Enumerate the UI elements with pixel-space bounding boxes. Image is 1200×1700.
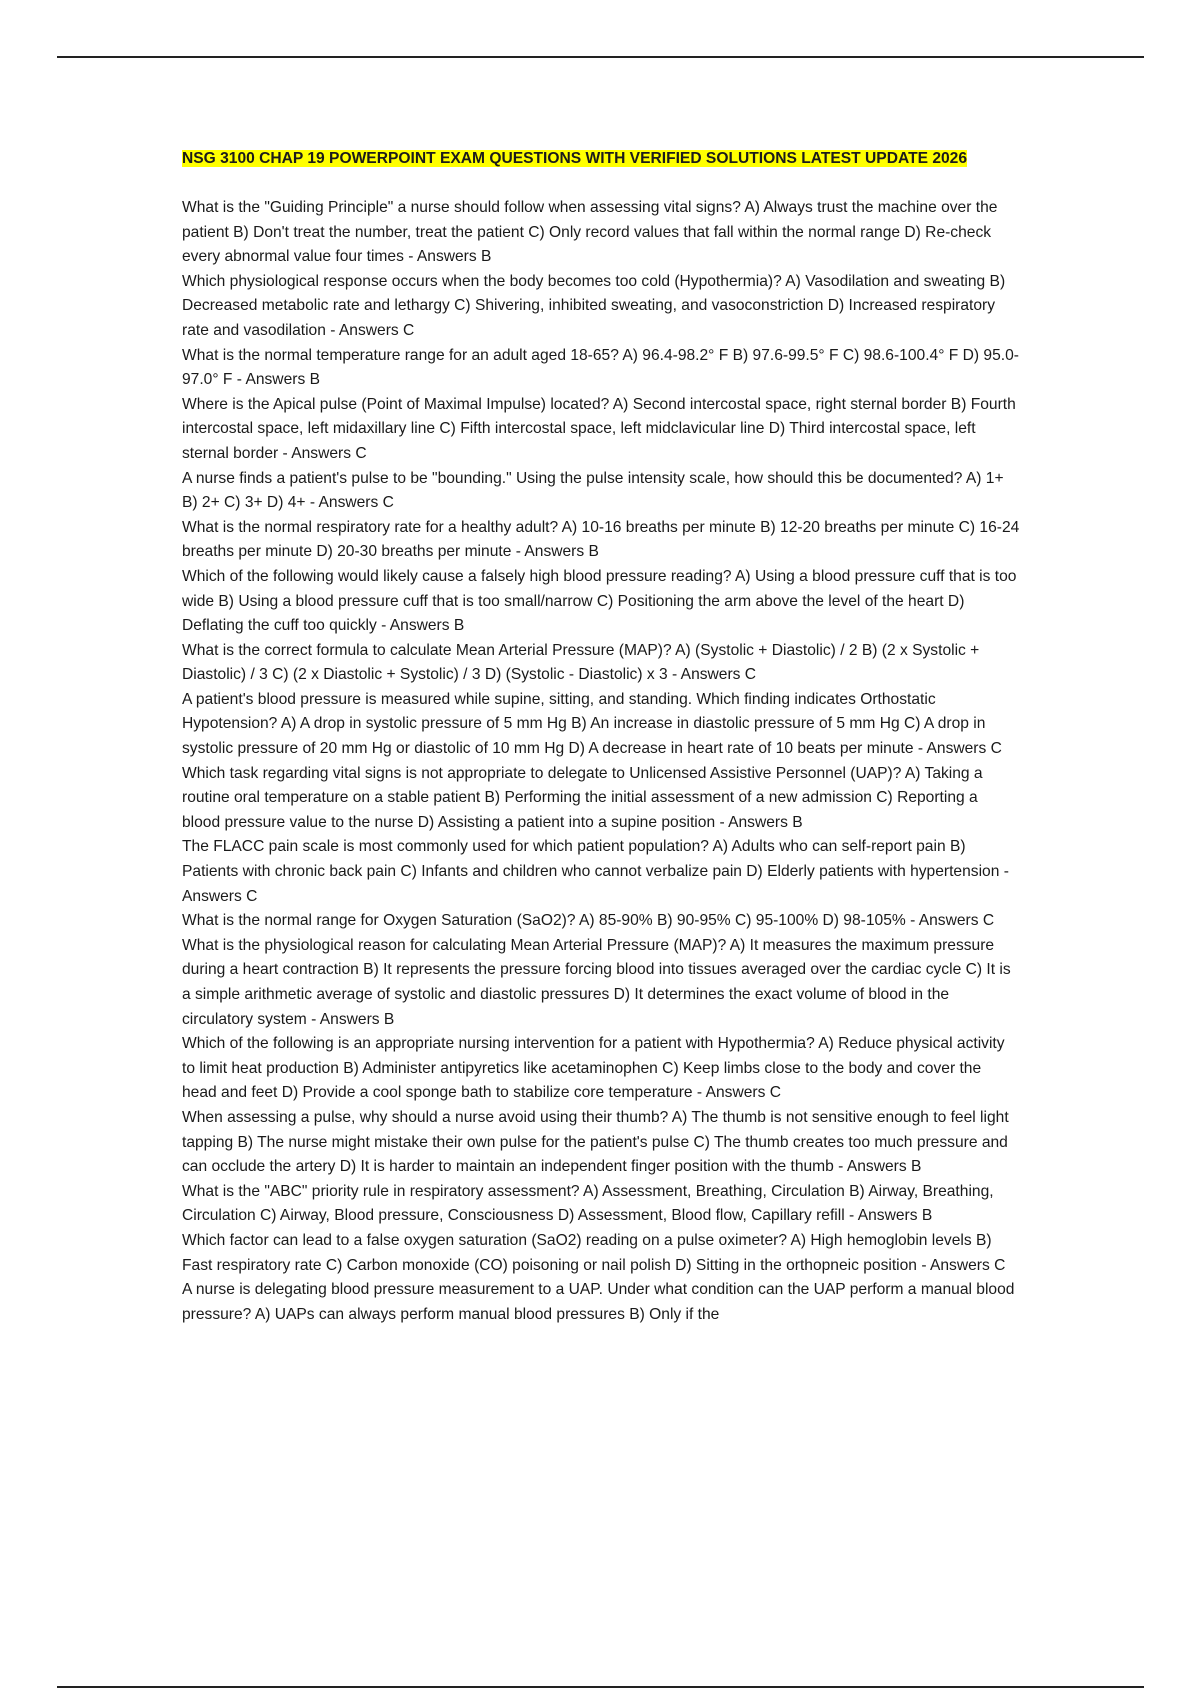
question-item: What is the normal range for Oxygen Saturation (SaO2)? A) 85-90% B) 90-95% C) 95-100% D) 98-105% - Answers C [182, 912, 995, 930]
question-list [182, 196, 1020, 1327]
question-item: What is the normal respiratory rate for a healthy adult? A) 10-16 breaths per minute B) 12-20 breaths per minute C) 16-24 breaths per minute D) 20-30 breaths per minute - Answers B [182, 518, 1020, 561]
question-item: What is the "ABC" priority rule in respiratory assessment? A) Assessment, Breathing, Circulation B) Airway, Breathing, Circulation C) Airway, Blood pressure, Consciousness D) Assessment, Blood flow, Capillary refill - Answers B [182, 1182, 994, 1225]
question-item: What is the correct formula to calculate Mean Arterial Pressure (MAP)? A) (Systolic + Diastolic) / 2 B) (2 x Systolic + Diastolic) / 3 C) (2 x Diastolic + Systolic) / 3 D) (Systolic - Diastolic) x 3 - Answers C [182, 641, 980, 684]
document-title [182, 147, 1020, 171]
bottom-divider-line [57, 1686, 1144, 1688]
document-page [182, 147, 1020, 1327]
question-item: Which factor can lead to a false oxygen saturation (SaO2) reading on a pulse oximeter? A) High hemoglobin levels B) Fast respiratory rate C) Carbon monoxide (CO) poisoning or nail polish D) Sitting in the orthopneic position - Answers C [182, 1231, 1006, 1274]
question-item: The FLACC pain scale is most commonly used for which patient population? A) Adults who can self-report pain B) Patients with chronic back pain C) Infants and children who cannot verbalize pain D) Elderly patients with hypertension - Answers C [182, 838, 1009, 905]
question-item: When assessing a pulse, why should a nurse avoid using their thumb? A) The thumb is not sensitive enough to feel light tapping B) The nurse might mistake their own pulse for the patient's pulse C) The thumb creates too much pressure and can occlude the artery D) It is harder to maintain an independent finger position with the thumb - Answers B [182, 1108, 1009, 1176]
question-item: Which of the following would likely cause a falsely high blood pressure reading? A) Using a blood pressure cuff that is too wide B) Using a blood pressure cuff that is too small/narrow C) Positioning the arm above the level of the heart D) Deflating the cuff too quickly - Answers B [182, 567, 1017, 635]
question-item: What is the physiological reason for calculating Mean Arterial Pressure (MAP)? A) It measures the maximum pressure during a heart contraction B) It represents the pressure forcing blood into tissues averaged over the cardiac cycle C) It is a simple arithmetic average of systolic and diastolic pressures D) It determines the exact volume of blood in the circulatory system - Answers B [182, 936, 1011, 1028]
top-divider-line [57, 56, 1144, 58]
question-item: Which physiological response occurs when the body becomes too cold (Hypothermia)? A) Vasodilation and sweating B) Decreased metabolic rate and lethargy C) Shivering, inhibited sweating, and vasoconstriction D) Increased respiratory rate and vasodilation - Answers C [182, 272, 1006, 339]
question-item: Which of the following is an appropriate nursing intervention for a patient with Hypothermia? A) Reduce physical activity to limit heat production B) Administer antipyretics like acetaminophen C) Keep limbs close to the body and cover the head and feet D) Provide a cool sponge bath to stabilize core temperature - Answers C [182, 1035, 1005, 1102]
document-title-highlight: NSG 3100 CHAP 19 POWERPOINT EXAM QUESTIONS WITH VERIFIED SOLUTIONS LATEST UPDATE 2026 [182, 150, 968, 167]
question-item: Where is the Apical pulse (Point of Maximal Impulse) located? A) Second intercostal space, right sternal border B) Fourth intercostal space, left midaxillary line C) Fifth intercostal space, left midclavicular line D) Third intercostal space, left sternal border - Answers C [182, 395, 1016, 462]
question-item: What is the "Guiding Principle" a nurse should follow when assessing vital signs? A) Always trust the machine over the patient B) Don't treat the number, treat the patient C) Only record values that fall within the normal range D) Re-check every abnormal value four times - Answers B [182, 199, 998, 266]
question-item: A nurse finds a patient's pulse to be "bounding." Using the pulse intensity scale, how should this be documented? A) 1+ B) 2+ C) 3+ D) 4+ - Answers C [182, 469, 1004, 512]
question-item: A nurse is delegating blood pressure measurement to a UAP. Under what condition can the UAP perform a manual blood pressure? A) UAPs can always perform manual blood pressures B) Only if the [182, 1281, 1015, 1323]
question-item: What is the normal temperature range for an adult aged 18-65? A) 96.4-98.2° F B) 97.6-99.5° F C) 98.6-100.4° F D) 95.0-97.0° F - Answers B [182, 346, 1019, 389]
question-item: Which task regarding vital signs is not appropriate to delegate to Unlicensed Assistive Personnel (UAP)? A) Taking a routine oral temperature on a stable patient B) Performing the initial assessment of a new admission C) Reporting a blood pressure value to the nurse D) Assisting a patient into a supine position - Answers B [182, 764, 983, 831]
question-item: A patient's blood pressure is measured while supine, sitting, and standing. Which finding indicates Orthostatic Hypotension? A) A drop in systolic pressure of 5 mm Hg B) An increase in diastolic pressure of 5 mm Hg C) A drop in systolic pressure of 20 mm Hg or diastolic of 10 mm Hg D) A decrease in heart rate of 10 beats per minute - Answers C [182, 690, 1002, 758]
